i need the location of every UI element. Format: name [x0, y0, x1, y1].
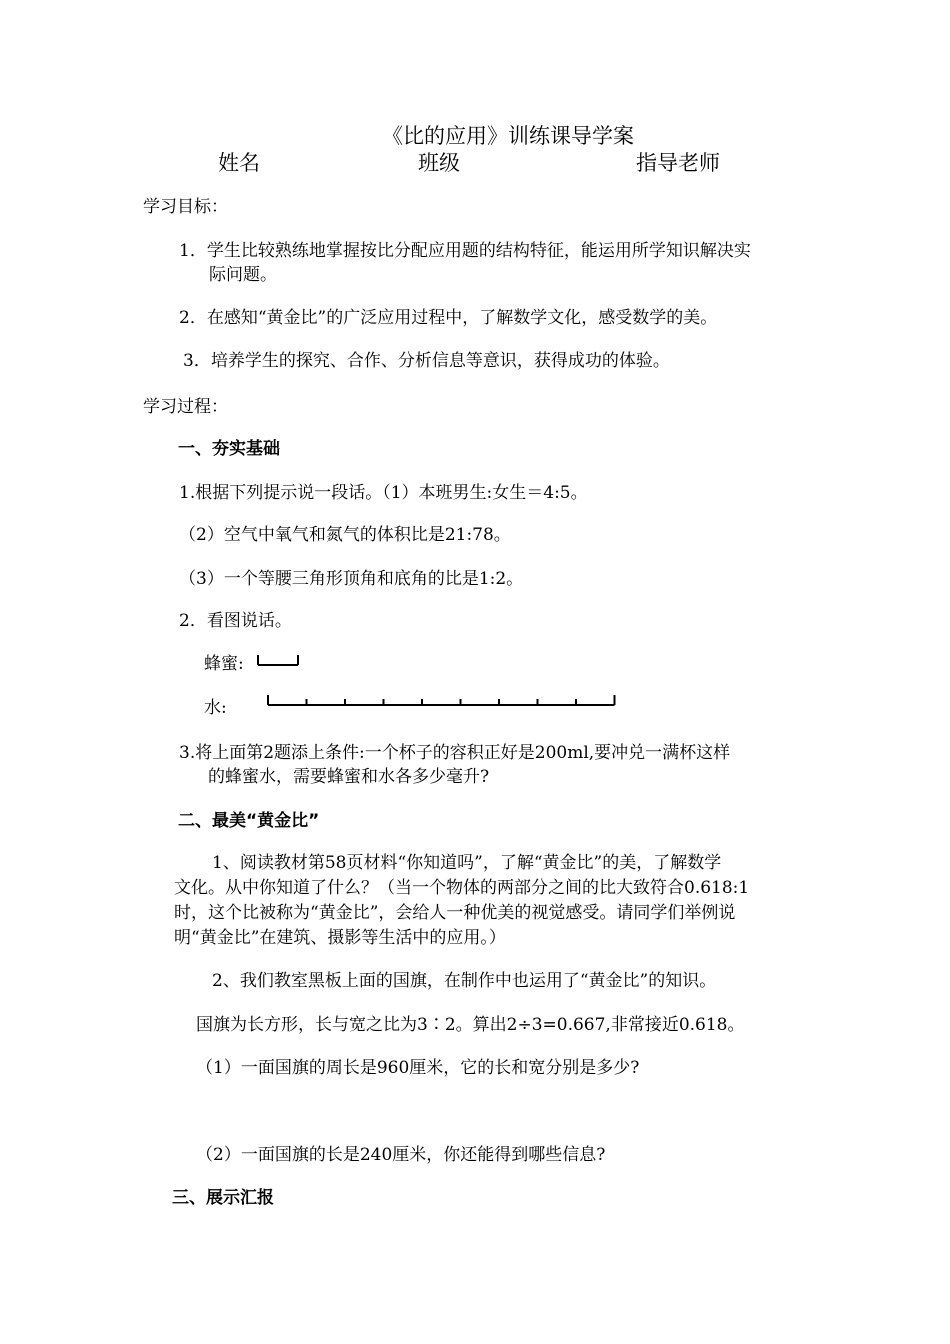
flag-question-2: （2）一面国旗的长是240厘米，你还能得到哪些信息? — [196, 1145, 606, 1165]
flag-paragraph: 2、我们教室黑板上面的国旗，在制作中也运用了“黄金比”的知识。 — [212, 971, 717, 991]
water-label: 水: — [204, 698, 227, 718]
question-3-line1: 3.将上面第2题添上条件:一个杯子的容积正好是200ml,要冲兑一满杯这样 — [179, 743, 731, 763]
teacher-label: 指导老师 — [636, 151, 720, 175]
golden-paragraph-line2: 文化。从中你知道了什么？（当一个物体的两部分之间的比大致符合0.618:1 — [174, 878, 750, 898]
flag-question-1: （1）一面国旗的周长是960厘米，它的长和宽分别是多少? — [196, 1058, 640, 1078]
section3-title: 三、展示汇报 — [172, 1188, 274, 1208]
honey-label: 蜂蜜: — [204, 654, 244, 674]
page-title: 《比的应用》训练课导学案 — [382, 124, 634, 148]
section1-title: 一、夯实基础 — [178, 439, 280, 459]
water-bar — [266, 694, 622, 708]
name-label: 姓名 — [218, 151, 260, 175]
objective-1-line2: 际问题。 — [209, 265, 277, 285]
objective-1-line1: 1．学生比较熟练地掌握按比分配应用题的结构特征，能运用所学知识解决实 — [179, 241, 751, 261]
water-segments — [268, 695, 615, 705]
objectives-heading: 学习目标： — [143, 197, 228, 217]
objective-2: 2．在感知“黄金比”的广泛应用过程中，了解数学文化，感受数学的美。 — [179, 308, 718, 328]
question-2: 2．看图说话。 — [179, 611, 292, 631]
objective-3: 3．培养学生的探究、合作、分析信息等意识，获得成功的体验。 — [183, 351, 670, 371]
honey-bar — [256, 654, 306, 668]
question-1-part2: （2）空气中氧气和氮气的体积比是21:78。 — [179, 525, 511, 545]
question-3-line2: 的蜂蜜水，需要蜂蜜和水各多少毫升? — [208, 767, 490, 787]
class-label: 班级 — [418, 151, 460, 175]
golden-paragraph-line3: 时，这个比被称为“黄金比”，会给人一种优美的视觉感受。请同学们举例说 — [174, 903, 736, 923]
golden-paragraph-line1: 1、阅读教材第58页材料“你知道吗”，了解“黄金比”的美，了解数学 — [212, 853, 722, 873]
golden-paragraph-line4: 明“黄金比”在建筑、摄影等生活中的应用。） — [174, 928, 506, 948]
question-1-part3: （3）一个等腰三角形顶角和底角的比是1:2。 — [179, 569, 524, 589]
flag-ratio-paragraph: 国旗为长方形，长与宽之比为3∶2。算出2÷3=0.667,非常接近0.618。 — [196, 1015, 745, 1035]
question-1: 1.根据下列提示说一段话。（1）本班男生:女生＝4:5。 — [179, 483, 588, 503]
honey-segments — [258, 655, 298, 665]
process-heading: 学习过程： — [143, 397, 228, 417]
section2-title: 二、最美“黄金比” — [178, 811, 320, 831]
